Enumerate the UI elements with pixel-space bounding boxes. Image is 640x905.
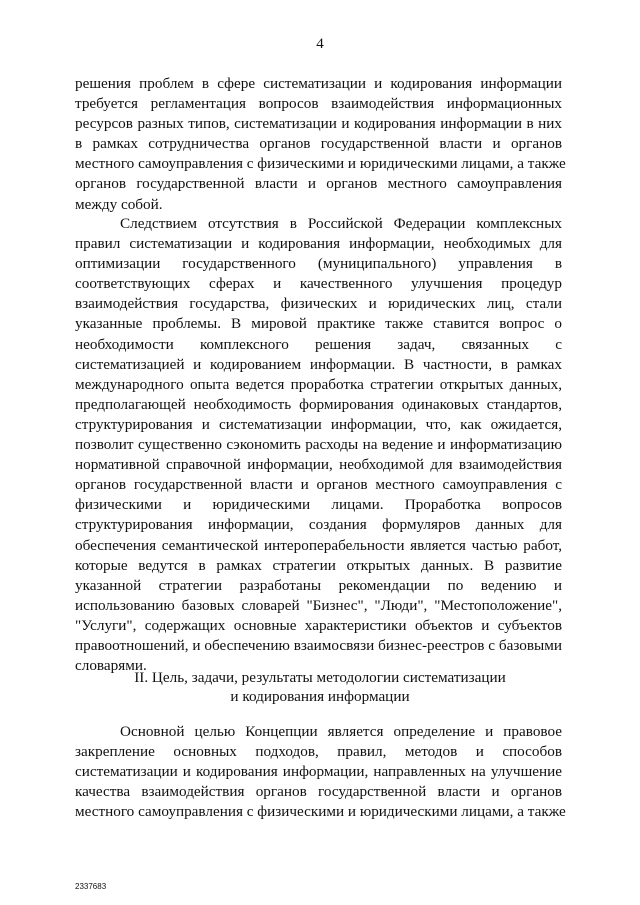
text-line: необходимости комплексного решения задач, связанных с	[75, 335, 562, 353]
document-code: 2337683	[75, 882, 107, 891]
text-line: в рамках сотрудничества органов государственной власти и органов	[75, 135, 562, 153]
text-line: предполагающей необходимость формирования одинаковых стандартов,	[75, 395, 562, 413]
paragraph-continuation	[75, 74, 566, 215]
text-line: местного самоуправления с физическими и юридическими лицами, а также	[75, 155, 566, 173]
text-line: органов государственной власти и органов местного самоуправления с	[75, 476, 562, 494]
text-line: Следствием отсутствия в Российской Федерации комплексных	[120, 215, 562, 232]
page-number: 4	[316, 36, 324, 52]
text-line: соответствующих сферах и качественного улучшения процедур	[75, 275, 562, 293]
text-line: между собой.	[75, 195, 163, 213]
text-line: решения проблем в сфере систематизации и кодирования информации	[75, 75, 562, 92]
text-line: требуется регламентация вопросов взаимодействия информационных	[75, 95, 562, 113]
text-line: оптимизации государственного (муниципального) управления в	[75, 255, 562, 273]
text-line: использованию базовых словарей "Бизнес", "Люди", "Местоположение",	[75, 596, 562, 614]
text-line: местного самоуправления с физическими и юридическими лицами, а также	[75, 803, 566, 821]
text-line: "Услуги", содержащих основные характеристики объектов и субъектов	[75, 616, 562, 634]
text-line: систематизации и кодирования информации, направленных на улучшение	[75, 763, 562, 781]
text-line: структурирования информации, создания формуляров данных для	[75, 516, 562, 534]
section-heading-line: и кодирования информации	[230, 688, 410, 705]
text-line: органов государственной власти и органов местного самоуправления	[75, 175, 562, 193]
text-line: словарями.	[75, 657, 147, 675]
text-line: структурирования и систематизации информации, что, как ожидается,	[75, 415, 562, 433]
paragraph-consequences	[75, 214, 562, 676]
text-line: позволит существенно сэкономить расходы на ведение и информатизацию	[75, 436, 562, 454]
text-line: физическими и юридическими лицами. Проработка вопросов	[75, 496, 562, 514]
text-line: ресурсов разных типов, систематизации и кодирования информации в них	[75, 115, 562, 133]
text-line: обеспечения семантической интероперабельности является частью работ,	[75, 536, 562, 554]
paragraph-goal	[75, 722, 566, 822]
text-line: правоотношений, и обеспечению взаимосвязи бизнес-реестров с базовыми	[75, 636, 562, 654]
text-line: Основной целью Концепции является определение и правовое	[120, 723, 562, 740]
text-line: качества взаимодействия органов государственной власти и органов	[75, 783, 562, 801]
text-line: взаимодействия государства, физических и юридических лиц, стали	[75, 295, 562, 313]
text-line: международного опыта ведется проработка стратегии открытых данных,	[75, 375, 562, 393]
text-line: нормативной справочной информации, необходимой для взаимодействия	[75, 456, 562, 474]
text-line: которые ведутся в рамках стратегии открытых данных. В развитие	[75, 556, 562, 574]
text-line: указанные проблемы. В мировой практике также ставится вопрос о	[75, 315, 562, 333]
text-line: систематизацией и кодированием информации. В частности, в рамках	[75, 355, 562, 373]
text-line: закрепление основных подходов, правил, методов и способов	[75, 743, 562, 761]
section-heading-line: II. Цель, задачи, результаты методологии систематизации	[134, 669, 506, 686]
text-line: указанной стратегии разработаны рекомендации по ведению и	[75, 576, 562, 594]
section-heading	[0, 668, 640, 706]
text-line: правил систематизации и кодирования информации, необходимых для	[75, 235, 562, 253]
